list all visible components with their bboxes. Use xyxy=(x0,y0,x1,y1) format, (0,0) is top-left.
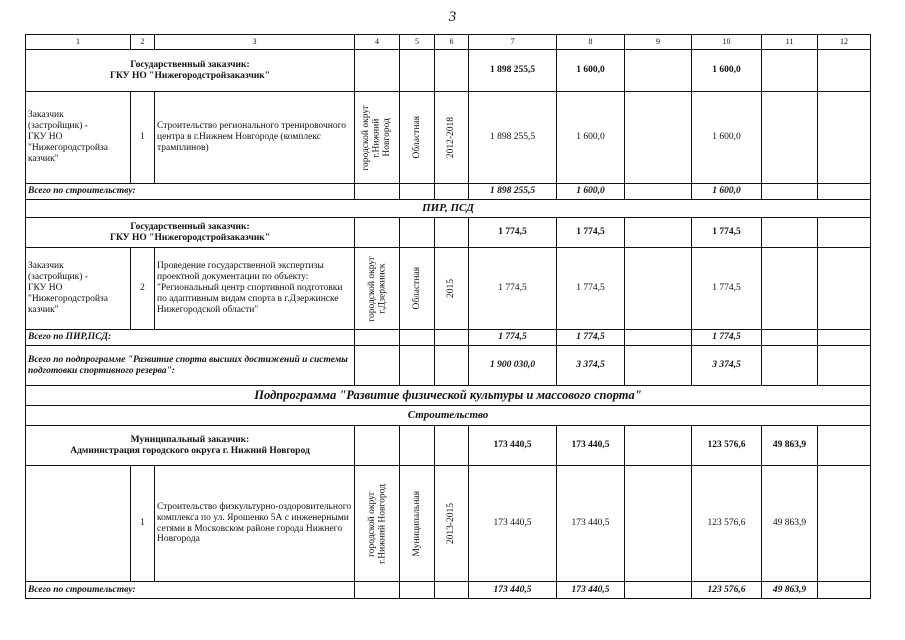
value-cell: 49 863,9 xyxy=(762,582,818,599)
column-header-row xyxy=(26,35,871,50)
total-label: Всего по ПИР,ПСД: xyxy=(26,330,355,346)
value-cell: 1 600,0 xyxy=(692,184,762,200)
value-cell: 173 440,5 xyxy=(557,582,625,599)
customer-row xyxy=(26,218,871,248)
value-cell: 173 440,5 xyxy=(469,426,557,466)
col-header-5: 5 xyxy=(400,35,435,50)
subprogram-title: Подпрограмма "Развитие физической культуры и массового спорта" xyxy=(26,386,871,406)
value-cell: 1 774,5 xyxy=(692,218,762,248)
budget-cell xyxy=(400,248,435,330)
item-number: 1 xyxy=(131,92,155,184)
customer-row xyxy=(26,426,871,466)
client-cell xyxy=(26,466,131,582)
value-cell: 173 440,5 xyxy=(469,466,557,582)
value-cell: 1 774,5 xyxy=(469,248,557,330)
total-row xyxy=(26,582,871,599)
customer-name: Муниципальный заказчик: Администрация городского округа г. Нижний Новгород xyxy=(26,426,355,466)
col-header-7: 7 xyxy=(469,35,557,50)
col-header-11: 11 xyxy=(762,35,818,50)
value-cell: 49 863,9 xyxy=(762,466,818,582)
value-cell: 123 576,6 xyxy=(692,426,762,466)
value-cell: 1 774,5 xyxy=(692,248,762,330)
value-cell: 49 863,9 xyxy=(762,426,818,466)
page-number: 3 xyxy=(448,9,457,25)
col-header-8: 8 xyxy=(557,35,625,50)
budget-cell xyxy=(400,466,435,582)
value-cell: 1 600,0 xyxy=(557,92,625,184)
location-text: городской округ г.Нижний Новгород xyxy=(366,483,387,564)
years-cell xyxy=(435,92,469,184)
program-table xyxy=(25,34,871,599)
value-cell: 1 774,5 xyxy=(469,218,557,248)
budget-text: Областная xyxy=(411,116,422,159)
item-number: 1 xyxy=(131,466,155,582)
table-row xyxy=(26,92,871,184)
value-cell: 1 898 255,5 xyxy=(469,50,557,92)
total-label: Всего по строительству: xyxy=(26,582,355,599)
value-cell: 123 576,6 xyxy=(692,466,762,582)
value-cell: 173 440,5 xyxy=(469,582,557,599)
location-cell xyxy=(355,92,400,184)
col-header-6: 6 xyxy=(435,35,469,50)
value-cell: 1 774,5 xyxy=(692,330,762,346)
value-cell: 1 600,0 xyxy=(692,92,762,184)
value-cell: 1 774,5 xyxy=(557,218,625,248)
client-cell: Заказчик (застройщик) - ГКУ НО "Нижегородстройза казчик" xyxy=(26,248,131,330)
table-row xyxy=(26,248,871,330)
years-cell xyxy=(435,248,469,330)
value-cell: 173 440,5 xyxy=(557,466,625,582)
budget-text: Областная xyxy=(411,267,422,310)
section-title-construction: Строительство xyxy=(26,406,871,426)
years-text: 2013-2015 xyxy=(446,502,457,545)
subprogram-total-label: Всего по подпрограмме "Развитие спорта высших достижений и системы подготовки спортивного резерва": xyxy=(26,346,355,386)
customer-name: Государственный заказчик: ГКУ НО "Нижегородстройзаказчик" xyxy=(26,218,355,248)
location-cell xyxy=(355,248,400,330)
value-cell: 3 374,5 xyxy=(557,346,625,386)
col-header-1: 1 xyxy=(26,35,131,50)
item-number: 2 xyxy=(131,248,155,330)
location-text: городской округ г.Нижний Новгород xyxy=(361,104,393,171)
total-label: Всего по строительству: xyxy=(26,184,355,200)
subprogram-total-row xyxy=(26,346,871,386)
location-cell xyxy=(355,466,400,582)
value-cell: 1 600,0 xyxy=(692,50,762,92)
client-cell: Заказчик (застройщик) - ГКУ НО "Нижегородстройза казчик" xyxy=(26,92,131,184)
col-header-2: 2 xyxy=(131,35,155,50)
customer-name: Государственный заказчик: ГКУ НО "Нижегородстройзаказчик" xyxy=(26,50,355,92)
budget-text: Муниципальная xyxy=(411,490,422,557)
section-row xyxy=(26,386,871,406)
object-name: Строительство регионального тренировочного центра в г.Нижнем Новгороде (комплекс трамплинов) xyxy=(155,92,355,184)
location-text: городской округ г.Дзержинск xyxy=(366,255,387,322)
value-cell: 1 774,5 xyxy=(469,330,557,346)
value-cell: 1 900 030,0 xyxy=(469,346,557,386)
value-cell: 3 374,5 xyxy=(692,346,762,386)
col-header-12: 12 xyxy=(818,35,871,50)
section-row xyxy=(26,200,871,218)
value-cell: 1 600,0 xyxy=(557,50,625,92)
section-row xyxy=(26,406,871,426)
value-cell: 1 898 255,5 xyxy=(469,92,557,184)
total-row xyxy=(26,184,871,200)
total-row xyxy=(26,330,871,346)
value-cell: 173 440,5 xyxy=(557,426,625,466)
customer-row xyxy=(26,50,871,92)
value-cell: 123 576,6 xyxy=(692,582,762,599)
value-cell: 1 898 255,5 xyxy=(469,184,557,200)
col-header-4: 4 xyxy=(355,35,400,50)
value-cell: 1 774,5 xyxy=(557,330,625,346)
col-header-10: 10 xyxy=(692,35,762,50)
years-text: 2015 xyxy=(446,279,457,298)
value-cell: 1 600,0 xyxy=(557,184,625,200)
col-header-9: 9 xyxy=(625,35,692,50)
object-name: Проведение государственной экспертизы проектной документации по объекту: "Региональный центр спортивной подготовки по адаптивным видам спорта в г.Дзержинске Нижегородской области" xyxy=(155,248,355,330)
value-cell: 1 774,5 xyxy=(557,248,625,330)
object-name: Строительство физкультурно-оздоровительного комплекса по ул. Ярошенко 5А с инженерными сетями в Московском районе города Нижнего Новгорода xyxy=(155,466,355,582)
years-cell xyxy=(435,466,469,582)
col-header-3: 3 xyxy=(155,35,355,50)
section-title-pir: ПИР, ПСД xyxy=(26,200,871,218)
years-text: 2012-2018 xyxy=(446,116,457,159)
table-row xyxy=(26,466,871,582)
budget-cell xyxy=(400,92,435,184)
